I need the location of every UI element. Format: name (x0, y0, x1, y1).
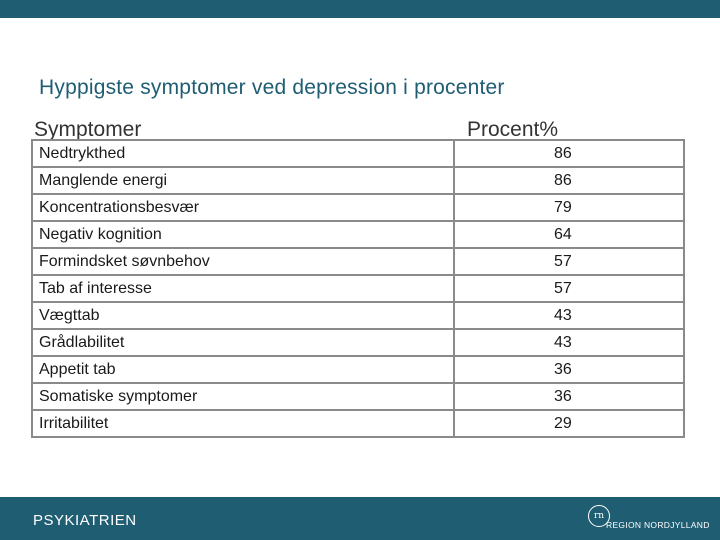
percent-value: 43 (554, 306, 572, 324)
percent-value: 86 (554, 171, 572, 189)
percent-cell (454, 329, 684, 356)
percent-value: 43 (554, 333, 572, 351)
table-row (32, 248, 684, 275)
percent-value: 57 (554, 279, 572, 297)
region-logo (588, 505, 712, 535)
footer-bar (0, 497, 720, 540)
table-row (32, 140, 684, 167)
table-row (32, 221, 684, 248)
symptom-cell: Formindsket søvnbehov (32, 248, 454, 275)
symptom-table (31, 139, 685, 438)
table-row (32, 275, 684, 302)
slide-title: Hyppigste symptomer ved depression i procenter (39, 76, 505, 99)
symptom-cell: Nedtrykthed (32, 140, 454, 167)
symptom-cell: Koncentrationsbesvær (32, 194, 454, 221)
top-bar (0, 0, 720, 18)
percent-value: 36 (554, 387, 572, 405)
symptom-cell: Tab af interesse (32, 275, 454, 302)
symptom-cell: Appetit tab (32, 356, 454, 383)
table-row (32, 329, 684, 356)
percent-cell (454, 194, 684, 221)
table-row (32, 167, 684, 194)
table-row (32, 356, 684, 383)
percent-value: 57 (554, 252, 572, 270)
percent-cell (454, 383, 684, 410)
region-name: REGION NORDJYLLAND (606, 520, 710, 530)
percent-cell (454, 356, 684, 383)
symptom-cell: Vægttab (32, 302, 454, 329)
symptom-cell: Irritabilitet (32, 410, 454, 437)
percent-cell (454, 302, 684, 329)
percent-value: 79 (554, 198, 572, 216)
percent-cell (454, 140, 684, 167)
percent-value: 86 (554, 144, 572, 162)
percent-value: 64 (554, 225, 572, 243)
column-header-symptom: Symptomer (34, 118, 142, 141)
percent-cell (454, 248, 684, 275)
percent-value: 29 (554, 414, 572, 432)
symptom-cell: Grådlabilitet (32, 329, 454, 356)
table-row (32, 302, 684, 329)
symptom-cell: Manglende energi (32, 167, 454, 194)
table-row (32, 410, 684, 437)
percent-cell (454, 221, 684, 248)
percent-cell (454, 167, 684, 194)
brand-logo-text: PSYKIATRIEN (33, 512, 137, 529)
symptom-cell: Somatiske symptomer (32, 383, 454, 410)
percent-cell (454, 410, 684, 437)
symptom-cell: Negativ kognition (32, 221, 454, 248)
region-emblem-icon: rn (588, 505, 610, 527)
table-row (32, 194, 684, 221)
percent-value: 36 (554, 360, 572, 378)
percent-cell (454, 275, 684, 302)
table-row (32, 383, 684, 410)
column-header-percent: Procent% (467, 118, 559, 141)
